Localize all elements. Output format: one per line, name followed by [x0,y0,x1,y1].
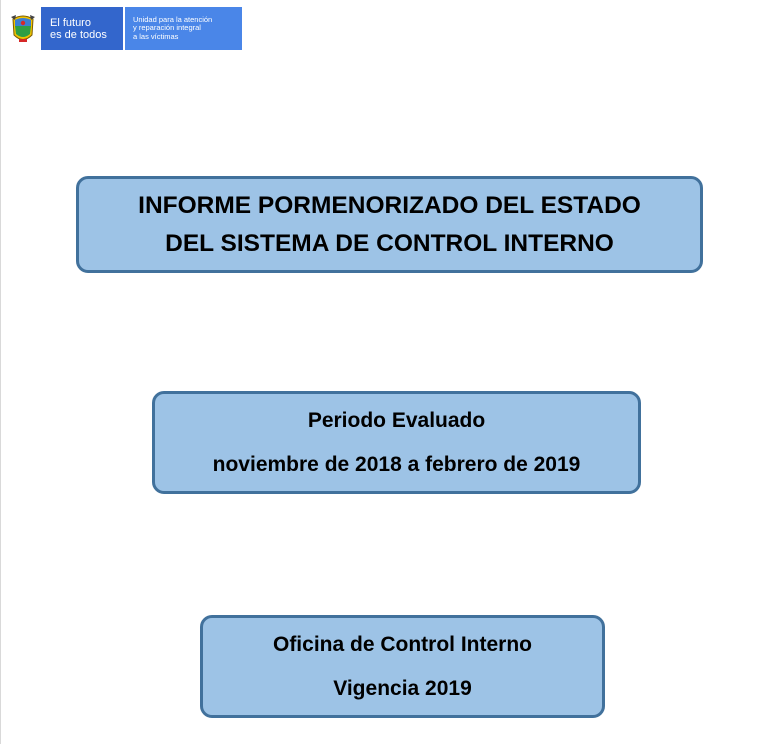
period-label: Periodo Evaluado [307,408,486,432]
slogan-line-1: El futuro [50,16,91,29]
office-year: Vigencia 2019 [333,676,472,700]
entity-name-block [125,7,242,50]
report-title-line-1: INFORME PORMENORIZADO DEL ESTADO [138,191,641,219]
period-range: noviembre de 2018 a febrero de 2019 [212,452,581,476]
evaluated-period-box [152,391,641,494]
office-box [200,615,605,718]
slogan-line-2: es de todos [50,28,107,41]
entity-line-3: a las víctimas [133,31,179,41]
report-title-box [76,176,703,273]
office-name: Oficina de Control Interno [272,632,532,656]
entity-line-2: y reparación integral [133,23,201,33]
slogan-block [41,7,123,50]
entity-line-1: Unidad para la atención [133,14,213,24]
report-title-line-2: DEL SISTEMA DE CONTROL INTERNO [165,229,614,257]
page-left-edge [0,0,1,744]
header-logo [4,7,242,50]
colombia-coat-of-arms-icon [4,7,41,50]
